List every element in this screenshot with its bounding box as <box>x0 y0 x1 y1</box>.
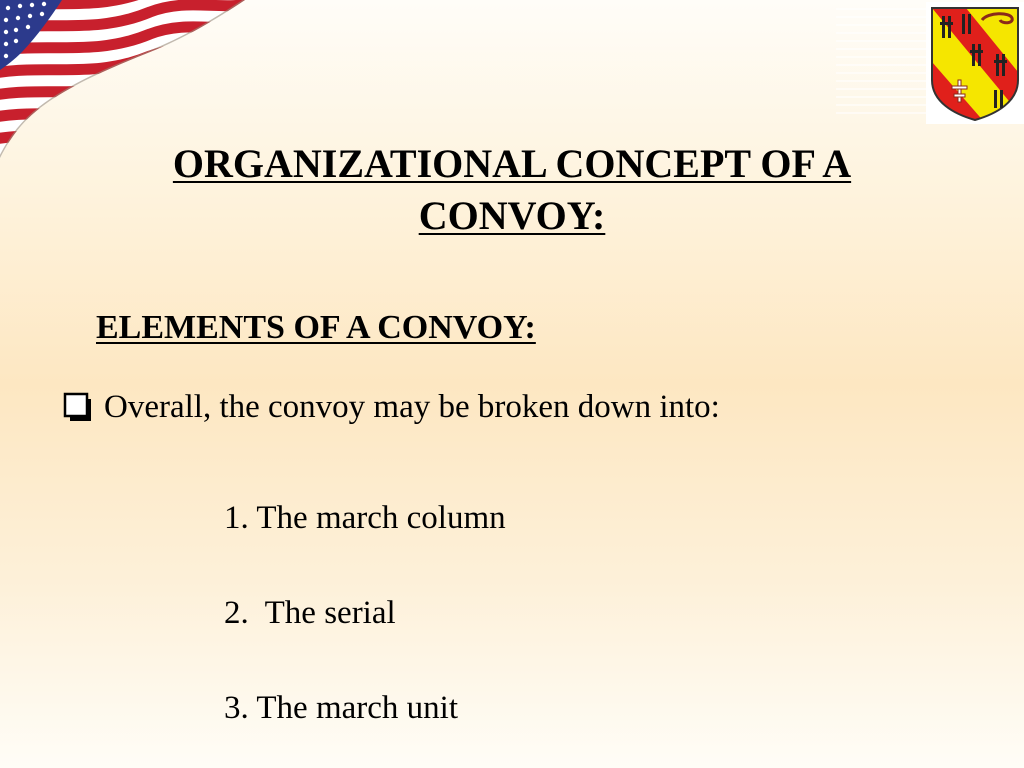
list-item: 3. The march unit <box>224 690 458 726</box>
bullet-item <box>62 385 720 429</box>
slide-title <box>80 138 944 242</box>
section-heading: ELEMENTS OF A CONVOY: <box>96 309 536 346</box>
title-line-2: CONVOY: <box>418 193 606 238</box>
bullet-text: Overall, the convoy may be broken down into: <box>104 389 720 425</box>
checkbox-bullet-icon <box>62 391 94 423</box>
unit-crest-icon <box>926 2 1024 124</box>
decorative-lines <box>836 8 926 128</box>
list-item: 2. The serial <box>224 595 396 631</box>
american-flag-icon <box>0 0 250 160</box>
list-item: 1. The march column <box>224 500 506 536</box>
title-line-1: ORGANIZATIONAL CONCEPT OF A <box>172 141 852 186</box>
